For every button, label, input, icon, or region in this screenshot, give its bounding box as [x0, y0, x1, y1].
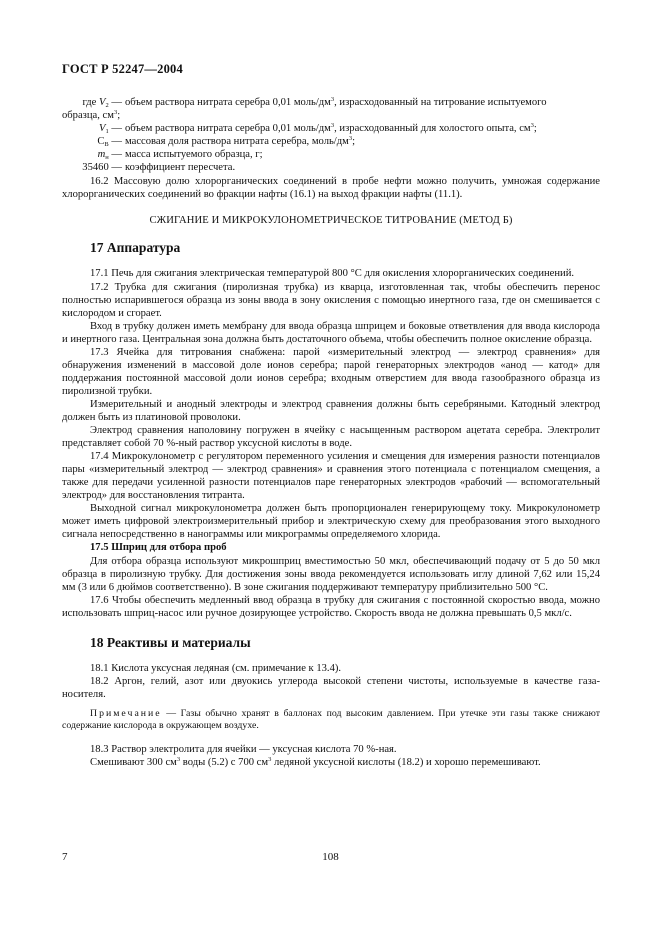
definition-mn: [62, 148, 600, 161]
paragraph-17-3: 17.3 Ячейка для титрования снабжена: парой «измерительный электрод — электрод сравнения» для обнаружения изменений в массовой доле ионов серебра; парой генераторных электродов «анод — катод» для поддержания постоянной массовой доли ионов серебра; входным отверстием для ввода газообразного образца из пиролизной трубки.: [62, 346, 600, 397]
definition-coefficient: [62, 161, 600, 174]
page-content: [62, 96, 600, 769]
definition-cv: [62, 135, 600, 148]
definition-text: массовая доля раствора нитрата серебра, моль/$дм^3$;: [125, 135, 356, 148]
subheading-17-5: 17.5 Шприц для отбора проб: [90, 542, 227, 554]
variable-definitions: [62, 96, 600, 174]
note: [62, 708, 600, 733]
note-text: — Газы обычно хранят в баллонах под высоким давлением. При утечке эти газы также снижают содержание кислорода в окружающем воздухе.: [62, 707, 600, 732]
paragraph-17-3-electrodes: Измерительный и анодный электроды и электрод сравнения должны быть серебряными. Катодный электрод должен быть из платиновой проволоки.: [62, 398, 600, 423]
footer-page-number-left: 7: [62, 851, 68, 863]
definition-symbol: $V_1$ —: [99, 123, 122, 136]
paragraph-17-6: 17.6 Чтобы обеспечить медленный ввод образца в трубку для сжигания с постоянной скоростью ввода, можно использовать шприц-насос или ручное дозирующее устройство. Скорость ввода не должна превышать 0,5 мкл/с.: [62, 594, 600, 619]
definition-text: коэффициент пересчета.: [125, 162, 236, 174]
spacer: [62, 701, 600, 708]
spacer: [62, 736, 600, 743]
definition-continuation: образца, $см^3$;: [62, 109, 121, 122]
paragraph-18-3: 18.3 Раствор электролита для ячейки — уксусная кислота 70 %-ная.: [90, 743, 397, 755]
standard-header: ГОСТ Р 52247—2004: [62, 62, 183, 76]
paragraph-17-5: Для отбора образца используют микрошприц вместимостью 50 мкл, обеспечивающий подачу от 5 до 50 мкл образца в пиролизную трубку. Для достижения зоны ввода рекомендуется использовать иглу длиной 7,62 или 15,24 мм (3 или 6 дюймов соответственно). В зоне сжигания поддерживают температуру приблизительно 500 °С.: [62, 555, 600, 593]
paragraph-18-3-mixing: Смешивают 300 $см^3$ воды (5.2) с 700 $см^3$ ледяной уксусной кислоты (18.2) и хорошо перемешивают.: [90, 755, 541, 768]
paragraph-17-4: 17.4 Микрокулонометр с регулятором переменного усиления и смещения для измерения разности потенциалов пары «измерительный электрод — электрод сравнения» и сравнения этого потенциала с потенциалом смещения, а также для передачи усиленной разности потенциалов паре генераторных электродов «рабочий — вспомогательный электрод» для восстановления титранта.: [62, 451, 600, 502]
definition-text: объем раствора нитрата серебра 0,01 моль/$дм^3$, израсходованный для холостого опыта, $см^3$;: [125, 122, 537, 135]
footer-page-number: 108: [322, 851, 339, 863]
definition-symbol: где $V_2$ —: [82, 97, 122, 109]
paragraph-16-2: 16.2 Массовую долю хлорорганических соединений в пробе нефти можно получить, умножая содержание хлорорганических соединений во фракции нафты (16.1) на выход фракции нафты (11.1).: [62, 176, 600, 201]
paragraph-17-2-continued: Вход в трубку должен иметь мембрану для ввода образца шприцем и боковые ответвления для ввода кислорода и инертного газа. Центральная зона должна быть достаточного объема, чтобы обеспечить полное окисление образца.: [62, 320, 600, 345]
definition-symbol: 35460 —: [82, 162, 122, 174]
paragraph-17-2: 17.2 Трубка для сжигания (пиролизная трубка) из кварца, изготовленная так, чтобы обеспечить перенос полностью испарившегося образца из зоны ввода в зону окисления с помощью инертного газа, где он смешивается с кислородом и сгорает.: [62, 281, 600, 319]
definition-v1: [62, 122, 600, 135]
paragraph-17-4-output: Выходной сигнал микрокулонометра должен быть пропорционален генерирующему току. Микрокулонометр может иметь цифровой электроизмерительный прибор и электрическую схему для преобразования этого выходного сигнала непосредственно в нанограммы или микрограммы определяемого хлорида.: [62, 503, 600, 541]
note-label: Примечание: [90, 707, 162, 719]
section-heading-18: 18 Реактивы и материалы: [90, 634, 251, 650]
definition-symbol: $С_В$ —: [97, 136, 122, 149]
method-title: СЖИГАНИЕ И МИКРОКУЛОНОМЕТРИЧЕСКОЕ ТИТРОВАНИЕ (МЕТОД Б): [149, 215, 513, 227]
definition-symbol: $m_н$ —: [97, 149, 122, 162]
definition-text: объем раствора нитрата серебра 0,01 моль/$дм^3$, израсходованный на титрование испытуемого: [125, 96, 547, 108]
definition-v2: [62, 96, 600, 109]
paragraph-17-1: 17.1 Печь для сжигания электрическая температурой 800 °С для окисления хлорорганических соединений.: [90, 268, 575, 280]
section-heading-17: 17 Аппаратура: [90, 240, 181, 256]
paragraph-18-1: 18.1 Кислота уксусная ледяная (см. примечание к 13.4).: [90, 662, 342, 674]
paragraph-17-3-reference: Электрод сравнения наполовину погружен в ячейку с насыщенным раствором ацетата серебра. Электролит представляет собой 70 %-ный раствор уксусной кислоты в воде.: [62, 425, 600, 450]
definition-text: масса испытуемого образца, г;: [125, 149, 263, 161]
paragraph-18-2: 18.2 Аргон, гелий, азот или двуокись углерода высокой степени чистоты, используемые в качестве газа-носителя.: [62, 675, 600, 700]
